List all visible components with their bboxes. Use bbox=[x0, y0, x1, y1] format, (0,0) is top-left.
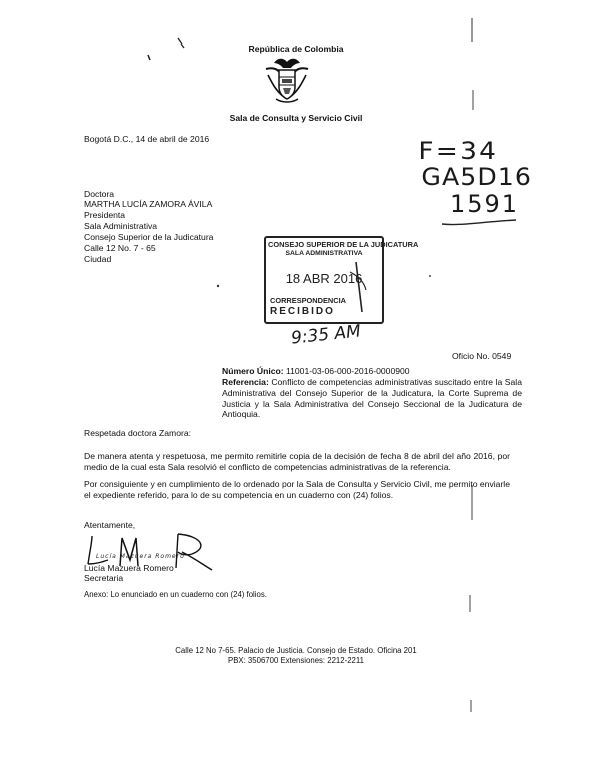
stamp-date: 18 ABR 2016 bbox=[285, 271, 363, 286]
recipient-line: Sala Administrativa bbox=[84, 221, 158, 231]
signatory-title: Secretaria bbox=[84, 573, 124, 583]
coat-of-arms-icon bbox=[262, 55, 312, 107]
annex: Anexo: Lo enunciado en un cuaderno con (24) folios. bbox=[84, 590, 267, 599]
handwritten-ref-3: 1591 bbox=[450, 190, 520, 218]
body-paragraph-1: De manera atenta y respetuosa, me permito remitirle copia de la decisión de fecha 8 de abril del año 2016, por medio de la cual esta Sala resolvió el conflicto de competencias administrativas de la referencia. bbox=[84, 451, 510, 472]
header-country: República de Colombia bbox=[248, 44, 344, 54]
recipient-line: Presidenta bbox=[84, 210, 126, 220]
header-office: Sala de Consulta y Servicio Civil bbox=[229, 113, 363, 123]
footer-address: Calle 12 No 7-65. Palacio de Justicia. Consejo de Estado. Oficina 201 bbox=[175, 646, 417, 655]
stamp-strokes bbox=[262, 252, 382, 322]
stamp-line-3: CORRESPONDENCIA bbox=[270, 296, 346, 305]
signature-handwritten: Lucía Mazuera Romero bbox=[96, 553, 185, 560]
numero-unico-value: 11001-03-06-000-2016-0000900 bbox=[283, 366, 410, 376]
recipient-name: MARTHA LUCÍA ZAMORA ÁVILA bbox=[84, 199, 213, 209]
signatory-name: Lucía Mazuera Romero bbox=[84, 563, 174, 573]
handwritten-underline bbox=[440, 212, 520, 228]
referencia-label: Referencia: bbox=[222, 377, 269, 387]
recipient-title: Doctora bbox=[84, 189, 115, 199]
oficio-number: Oficio No. 0549 bbox=[452, 351, 512, 361]
recipient-line: Calle 12 No. 7 - 65 bbox=[84, 243, 156, 253]
closing: Atentamente, bbox=[84, 520, 136, 530]
stamp-handwritten-time: 9:35 AM bbox=[290, 321, 362, 349]
numero-unico bbox=[222, 366, 410, 377]
stamp-line-4: RECIBIDO bbox=[270, 306, 335, 317]
recipient-line: Consejo Superior de la Judicatura bbox=[84, 232, 214, 242]
referencia-text: Conflicto de competencias administrativas suscitado entre la Sala Administrativa del Consejo Superior de la Judicatura, la Corte Suprema de Justicia y la Sala Administrativa del Consejo Seccional de la Judicatura de Antioquia. bbox=[222, 377, 522, 420]
numero-unico-label: Número Único: bbox=[222, 366, 284, 376]
referencia bbox=[222, 377, 522, 420]
handwritten-ref-1: F=34 bbox=[418, 137, 499, 165]
footer-phone: PBX: 3506700 Extensiones: 2212-2211 bbox=[228, 656, 364, 665]
recipient-line: Ciudad bbox=[84, 254, 112, 264]
stamp-line-1: CONSEJO SUPERIOR DE LA JUDICATURA bbox=[268, 240, 419, 249]
greeting: Respetada doctora Zamora: bbox=[84, 428, 192, 438]
date-line: Bogotá D.C., 14 de abril de 2016 bbox=[84, 134, 210, 144]
stamp-line-2: SALA ADMINISTRATIVA bbox=[285, 250, 363, 257]
body-paragraph-2: Por consiguiente y en cumplimiento de lo ordenado por la Sala de Consulta y Servicio Civil, me permito enviarle el expediente referido, para lo de su competencia en un cuaderno con (24) folios. bbox=[84, 479, 510, 500]
handwritten-ref-2: GA5D16 bbox=[421, 163, 532, 191]
